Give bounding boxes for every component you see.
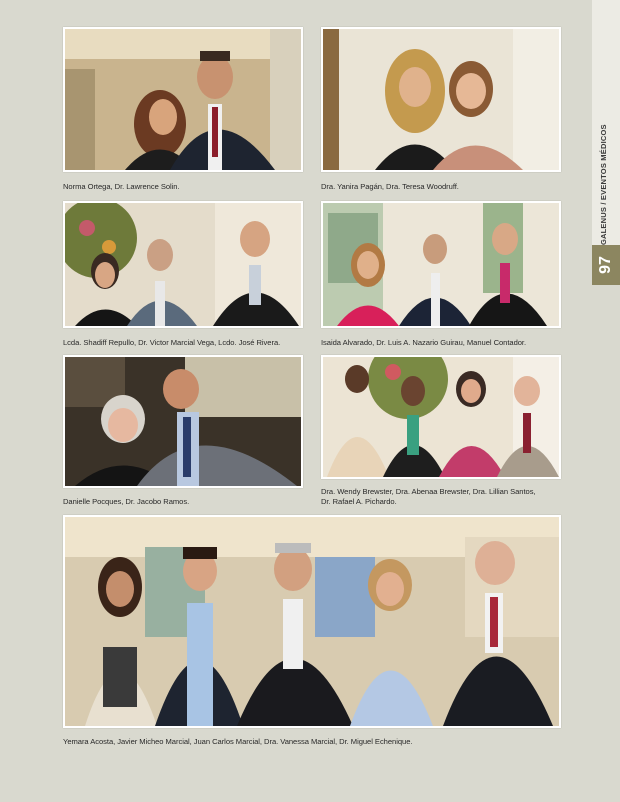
caption-6-line-1: Dra. Wendy Brewster, Dra. Abenaa Brewster, Dra. Lillian Santos, <box>321 487 536 496</box>
photo-2 <box>321 27 561 172</box>
photo-3 <box>63 201 303 328</box>
photo-4 <box>321 201 561 328</box>
photo-5 <box>63 355 303 488</box>
page-number-box <box>592 245 620 285</box>
caption-4: Isaida Alvarado, Dr. Luis A. Nazario Guirau, Manuel Contador. <box>321 338 527 347</box>
photo-7-image <box>65 517 559 726</box>
photo-3-image <box>65 203 301 326</box>
photo-2-image <box>323 29 559 170</box>
caption-7: Yemara Acosta, Javier Micheo Marcial, Juan Carlos Marcial, Dra. Vanessa Marcial, Dr. Miguel Echenique. <box>63 737 413 746</box>
caption-3: Lcda. Shadiff Repullo, Dr. Victor Marcial Vega, Lcdo. José Rivera. <box>63 338 281 347</box>
photo-4-image <box>323 203 559 326</box>
photo-1 <box>63 27 303 172</box>
photo-6-image <box>323 357 559 477</box>
section-label: GALENUS / EVENTOS MÉDICOS <box>599 124 608 245</box>
caption-5: Danielle Pocques, Dr. Jacobo Ramos. <box>63 497 190 506</box>
page-number: 97 <box>596 256 614 274</box>
photo-5-image <box>65 357 301 486</box>
caption-6-line-2: Dr. Rafael A. Pichardo. <box>321 497 397 506</box>
photo-1-image <box>65 29 301 170</box>
caption-6 <box>321 487 536 507</box>
photo-6 <box>321 355 561 479</box>
caption-2: Dra. Yanira Pagán, Dra. Teresa Woodruff. <box>321 182 459 191</box>
photo-7 <box>63 515 561 728</box>
caption-1: Norma Ortega, Dr. Lawrence Solin. <box>63 182 180 191</box>
